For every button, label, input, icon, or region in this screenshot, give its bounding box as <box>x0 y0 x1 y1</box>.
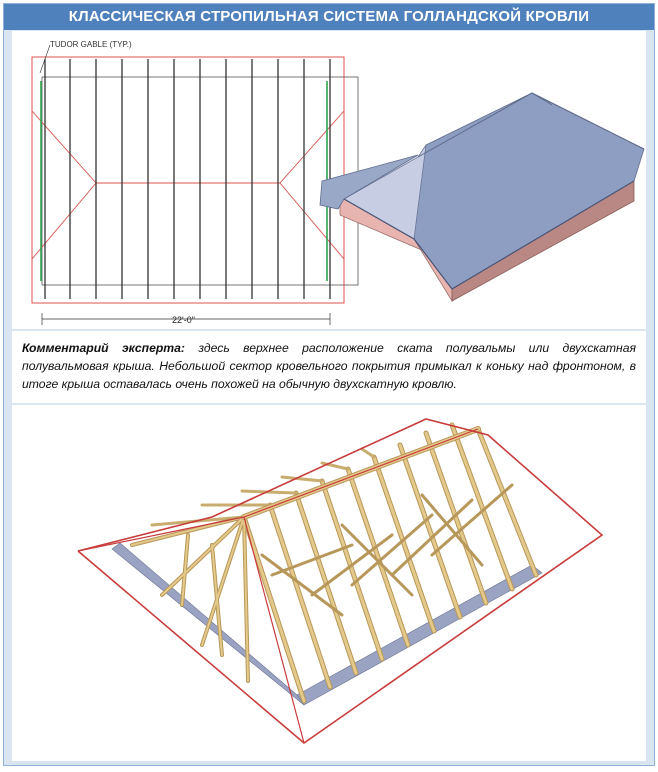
infographic-frame <box>3 3 655 766</box>
truss-illustration <box>12 405 646 761</box>
top-panel <box>12 31 646 329</box>
header-title: КЛАССИЧЕСКАЯ СТРОПИЛЬНАЯ СИСТЕМА ГОЛЛАНДСКОЙ КРОВЛИ <box>4 4 654 30</box>
dimension-label: 22'-0" <box>172 315 195 325</box>
rafters-back-slope <box>152 449 374 525</box>
comment-text: здесь верхнее расположение ската полувальмы или двухскатная полувальмовая крыша. Небольшой сектор кровельного покрытия примыкал к коньку над фронтоном, в итоге крыша оставалась очень похожей на обычную двухскатную кровлю. <box>22 341 636 391</box>
bottom-panel <box>12 405 646 761</box>
roof-main-slope <box>414 93 644 289</box>
tudor-gable-label: TUDOR GABLE (TYP.) <box>50 40 132 49</box>
plan-rafters <box>45 59 330 299</box>
expert-comment <box>12 331 646 403</box>
plan-outline <box>32 57 344 303</box>
roof-3d-render <box>320 93 644 301</box>
rafter-system-3d <box>78 419 602 743</box>
top-illustration <box>12 31 646 329</box>
hip-outline <box>78 517 304 743</box>
roof-plan-drawing <box>32 40 358 325</box>
comment-lead: Комментарий эксперта: <box>22 341 185 355</box>
